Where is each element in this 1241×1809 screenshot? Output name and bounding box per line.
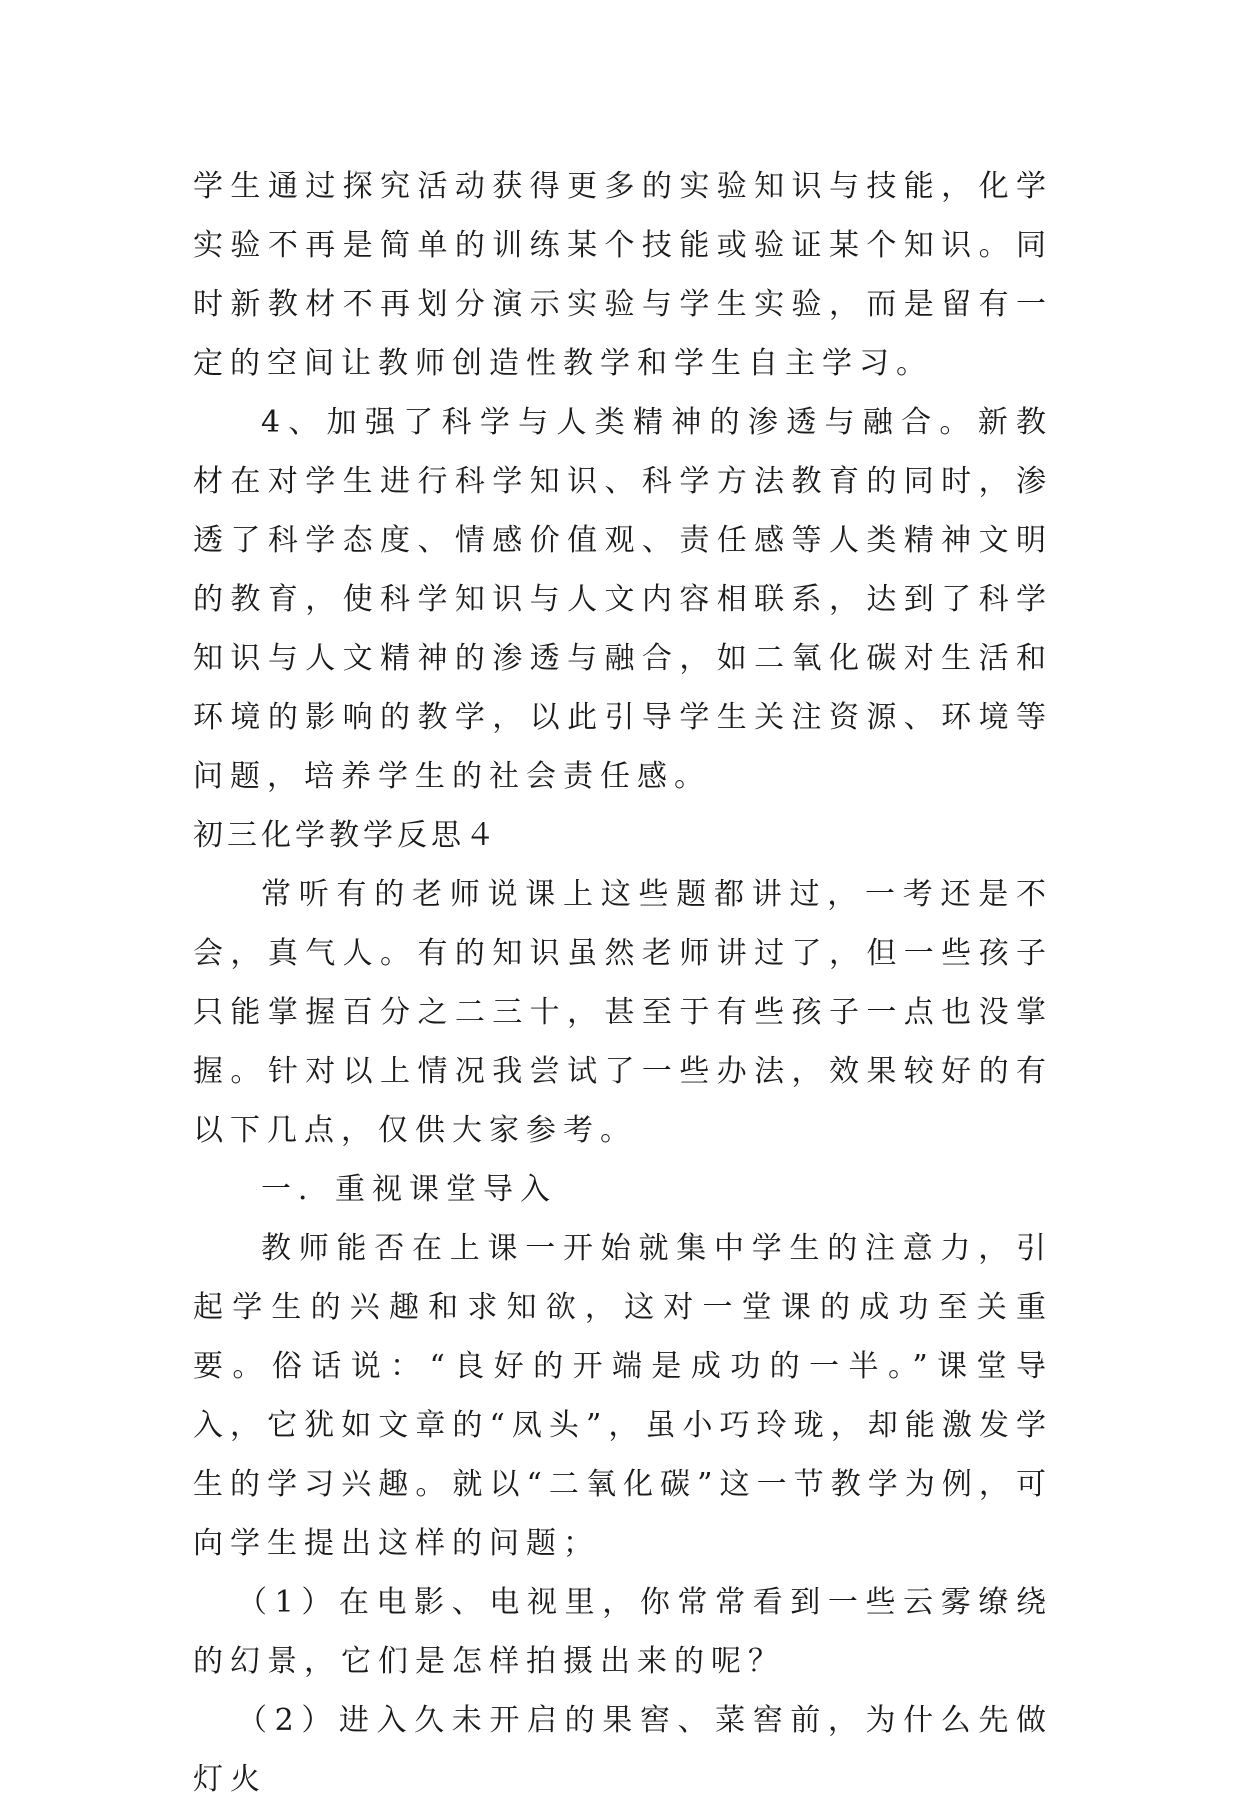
paragraph-continuation: 学生通过探究活动获得更多的实验知识与技能，化学实验不再是简单的训练某个技能或验证某个知识。同时新教材不再划分演示实验与学生实验，而是留有一定的空间让教师创造性教学和学生自主学习。 [193, 169, 1053, 381]
document-body [193, 157, 1053, 1809]
section-heading: 初三化学教学反思４ [193, 818, 499, 853]
paragraph-intro: 常听有的老师说课上这些题都讲过，一考还是不会，真气人。有的知识虽然老师讲过了，但一些孩子只能掌握百分之二三十，甚至于有些孩子一点也没掌握。针对以上情况我尝试了一些办法，效果较好的有以下几点，仅供大家参考。 [193, 877, 1053, 1148]
question-2: （2）进入久未开启的果窖、菜窖前，为什么先做灯火 [193, 1703, 1053, 1797]
paragraph-classroom-intro: 教师能否在上课一开始就集中学生的注意力，引起学生的兴趣和求知欲，这对一堂课的成功至关重要。俗话说：“良好的开端是成功的一半。”课堂导入，它犹如文章的“凤头”，虽小巧玲珑，却能激发学生的学习兴趣。就以“二氧化碳”这一节教学为例，可向学生提出这样的问题； [193, 1231, 1053, 1561]
paragraph-point-4: 4、加强了科学与人类精神的渗透与融合。新教材在对学生进行科学知识、科学方法教育的同时，渗透了科学态度、情感价值观、责任感等人类精神文明的教育，使科学知识与人文内容相联系，达到了科学知识与人文精神的渗透与融合，如二氧化碳对生活和环境的影响的教学，以此引导学生关注资源、环境等问题，培养学生的社会责任感。 [193, 405, 1053, 794]
question-1: （1）在电影、电视里，你常常看到一些云雾缭绕的幻景，它们是怎样拍摄出来的呢？ [193, 1585, 1053, 1679]
subsection-title: 一．重视课堂导入 [261, 1172, 557, 1207]
